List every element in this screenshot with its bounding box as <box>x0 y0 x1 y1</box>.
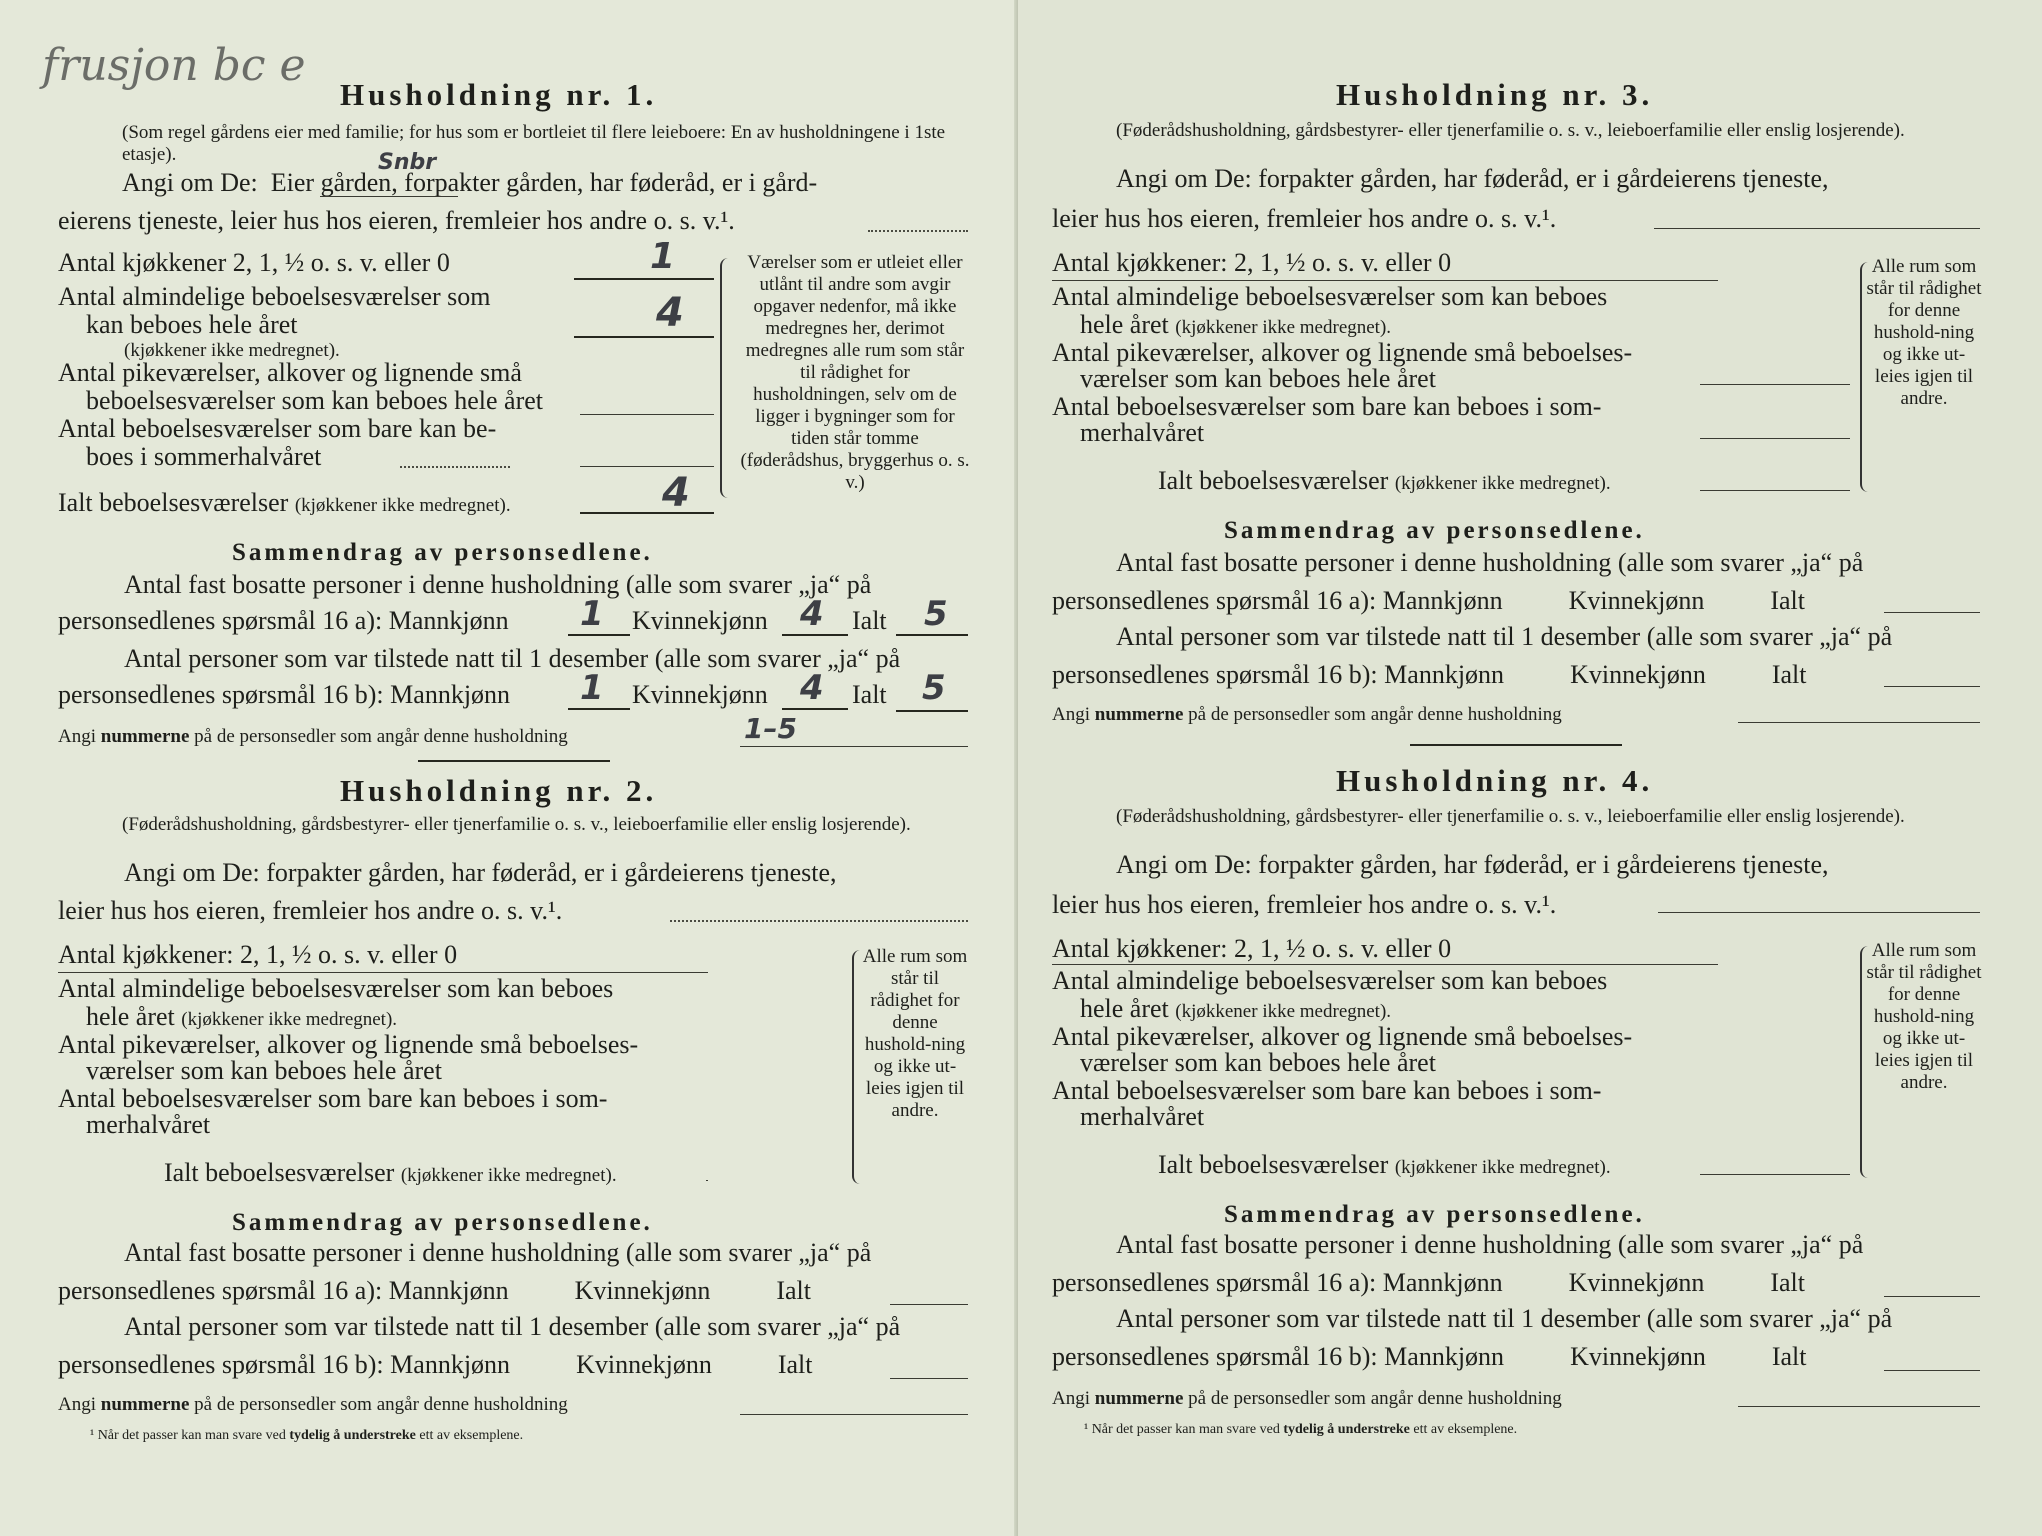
h2-summer-rooms-label: Antal beboelsesværelser som bare kan beboes i som- <box>58 1084 608 1113</box>
h4-rooms-label2: hele året (kjøkkener ikke medregnet). <box>1080 994 1392 1023</box>
h2-summary-q1: Antal fast bosatte personer i denne husholdning (alle som svarer „ja“ på <box>124 1238 872 1267</box>
h1-a-total-value: 5 <box>924 594 948 634</box>
h1-a-female-value: 4 <box>800 594 824 634</box>
h2-small-rooms-label: Antal pikeværelser, alkover og lignende små beboelses- <box>58 1030 639 1059</box>
h2-numbers-label: Angi nummerne på de personsedler som angår denne husholdning <box>58 1394 568 1415</box>
handwritten-owner-mark: Snbr <box>378 150 437 175</box>
rule <box>1658 912 1980 913</box>
rule <box>568 634 630 636</box>
household-2-subtitle: (Føderådshusholdning, gårdsbestyrer- eller tjenerfamilie o. s. v., leieboerfamilie eller enslig losjerende). <box>122 814 911 835</box>
h4-rooms-label: Antal almindelige beboelsesværelser som kan beboes <box>1052 966 1608 995</box>
section-divider <box>1410 744 1622 746</box>
household-2-question: Angi om De: forpakter gården, har føderåd, er i gårdeierens tjeneste, <box>124 858 837 887</box>
rule <box>580 414 714 415</box>
rule <box>782 708 848 710</box>
pencil-annotation: frusjon bc e <box>42 40 306 91</box>
h4-summary-title: Sammendrag av personsedlene. <box>1224 1201 1645 1228</box>
h1-b-total-value: 5 <box>922 668 946 708</box>
h4-summary-q2: Antal personer som var tilstede natt til 1 desember (alle som svarer „ja“ på <box>1116 1304 1893 1333</box>
rule <box>896 710 968 712</box>
household-4-question-cont: leier hus hos eieren, fremleier hos andre o. s. v.¹. <box>1052 890 1557 919</box>
h1-rooms-label3: (kjøkkener ikke medregnet). <box>124 340 340 361</box>
h4-small-rooms-label: Antal pikeværelser, alkover og lignende små beboelses- <box>1052 1022 1633 1051</box>
h3-summer-rooms-label: Antal beboelsesværelser som bare kan beboes i som- <box>1052 392 1602 421</box>
h2-small-rooms-label2: værelser som kan beboes hele året <box>86 1056 442 1085</box>
household-1-question-cont: eierens tjeneste, leier hus hos eieren, fremleier hos andre o. s. v.¹. <box>58 206 735 235</box>
household-4-subtitle: (Føderådshusholdning, gårdsbestyrer- eller tjenerfamilie o. s. v., leieboerfamilie eller enslig losjerende). <box>1116 806 1905 827</box>
h3-note: Alle rum som står til rådighet for denne hushold-ning og ikke ut-leies igjen til andre. <box>1866 256 1982 409</box>
household-3-subtitle: (Føderådshusholdning, gårdsbestyrer- eller tjenerfamilie o. s. v., leieboerfamilie eller enslig losjerende). <box>1116 120 1905 141</box>
h1-summary-q1-row: personsedlenes spørsmål 16 a): Mannkjønn <box>58 606 509 635</box>
h1-note: Værelser som er utleiet eller utlånt til andre som avgir opgaver nedenfor, må ikke medregnes her, derimot medregnes alle rum som står til rådighet for husholdningen, selv om de ligger i bygninger som for tiden står tomme (føderådshus, bryggerhus o. s. v.) <box>740 252 970 493</box>
h1-summer-rooms-label: Antal beboelsesværelser som bare kan be- <box>58 414 497 443</box>
household-2-title: Husholdning nr. 2. <box>340 773 658 808</box>
right-page <box>1018 0 2042 1536</box>
h2-summary-title: Sammendrag av personsedlene. <box>232 1209 653 1236</box>
rule <box>890 1378 968 1379</box>
household-3-title: Husholdning nr. 3. <box>1336 77 1654 112</box>
h3-numbers-label: Angi nummerne på de personsedler som angår denne husholdning <box>1052 704 1562 725</box>
h2-summer-rooms-label2: merhalvåret <box>86 1110 211 1139</box>
rule <box>58 972 708 973</box>
h3-summary-q1: Antal fast bosatte personer i denne husholdning (alle som svarer „ja“ på <box>1116 548 1864 577</box>
h1-b-female-value: 4 <box>800 668 824 708</box>
footnote: ¹ Når det passer kan man svare ved tydelig å understreke ett av eksemplene. <box>90 1428 524 1443</box>
household-2-question-cont: leier hus hos eieren, fremleier hos andre o. s. v.¹. <box>58 896 563 925</box>
h2-total-rooms-label: Ialt beboelsesværelser (kjøkkener ikke medregnet). <box>164 1158 617 1187</box>
h1-small-rooms-label: Antal pikeværelser, alkover og lignende små <box>58 358 522 387</box>
rule <box>580 512 714 514</box>
h4-small-rooms-label2: værelser som kan beboes hele året <box>1080 1048 1436 1077</box>
h4-note: Alle rum som står til rådighet for denne hushold-ning og ikke ut-leies igjen til andre. <box>1866 940 1982 1093</box>
rule <box>896 634 968 636</box>
rule <box>890 1304 968 1305</box>
h4-summer-rooms-label: Antal beboelsesværelser som bare kan beboes i som- <box>1052 1076 1602 1105</box>
household-3-question: Angi om De: forpakter gården, har føderåd, er i gårdeierens tjeneste, <box>1116 164 1829 193</box>
h1-rooms-label: Antal almindelige beboelsesværelser som <box>58 282 491 311</box>
h1-summer-rooms-label2: boes i sommerhalvåret <box>86 442 322 471</box>
left-page <box>0 0 1018 1536</box>
rule <box>574 336 714 338</box>
rule <box>568 708 630 710</box>
h3-summer-rooms-label2: merhalvåret <box>1080 418 1205 447</box>
h1-rooms-value: 4 <box>656 290 684 336</box>
dots <box>670 920 968 922</box>
h1-a-total-label: Ialt <box>852 606 887 635</box>
h3-total-rooms-label: Ialt beboelsesværelser (kjøkkener ikke medregnet). <box>1158 466 1611 495</box>
h1-numbers-value: 1–5 <box>744 712 797 745</box>
h4-kitchens-label: Antal kjøkkener: 2, 1, ½ o. s. v. eller 0 <box>1052 934 1452 963</box>
rule <box>1700 438 1850 439</box>
h4-summary-q1-row: personsedlenes spørsmål 16 a): Mannkjønn Kvinnekjønn Ialt <box>1052 1268 1806 1297</box>
h3-small-rooms-label: Antal pikeværelser, alkover og lignende små beboelses- <box>1052 338 1633 367</box>
h4-summer-rooms-label2: merhalvåret <box>1080 1102 1205 1131</box>
household-1-title: Husholdning nr. 1. <box>340 77 658 112</box>
h2-summary-q2-row: personsedlenes spørsmål 16 b): Mannkjønn Kvinnekjønn Ialt <box>58 1350 813 1379</box>
h1-summary-q1: Antal fast bosatte personer i denne husholdning (alle som svarer „ja“ på <box>124 570 872 599</box>
rule <box>1884 1370 1980 1371</box>
rule <box>580 466 714 467</box>
h2-summary-q1-row: personsedlenes spørsmål 16 a): Mannkjønn Kvinnekjønn Ialt <box>58 1276 812 1305</box>
section-divider <box>418 760 610 762</box>
h4-numbers-label: Angi nummerne på de personsedler som angår denne husholdning <box>1052 1388 1562 1409</box>
h3-small-rooms-label2: værelser som kan beboes hele året <box>1080 364 1436 393</box>
h3-summary-title: Sammendrag av personsedlene. <box>1224 517 1645 544</box>
h1-b-total-label: Ialt <box>852 680 887 709</box>
h3-rooms-label: Antal almindelige beboelsesværelser som kan beboes <box>1052 282 1608 311</box>
h1-total-rooms-label: Ialt beboelsesværelser (kjøkkener ikke medregnet). <box>58 488 511 517</box>
rule <box>1700 1174 1850 1175</box>
h4-summary-q2-row: personsedlenes spørsmål 16 b): Mannkjønn Kvinnekjønn Ialt <box>1052 1342 1807 1371</box>
h1-numbers-label: Angi nummerne på de personsedler som angår denne husholdning <box>58 726 568 747</box>
rule <box>1884 686 1980 687</box>
rule <box>1700 384 1850 385</box>
rule <box>1052 280 1718 281</box>
brace <box>720 258 736 498</box>
h3-kitchens-label: Antal kjøkkener: 2, 1, ½ o. s. v. eller 0 <box>1052 248 1452 277</box>
h2-summary-q2: Antal personer som var tilstede natt til 1 desember (alle som svarer „ja“ på <box>124 1312 901 1341</box>
h4-summary-q1: Antal fast bosatte personer i denne husholdning (alle som svarer „ja“ på <box>1116 1230 1864 1259</box>
footnote: ¹ Når det passer kan man svare ved tydelig å understreke ett av eksemplene. <box>1084 1422 1518 1437</box>
rule <box>740 1414 968 1415</box>
rule <box>706 1180 708 1181</box>
h3-summary-q1-row: personsedlenes spørsmål 16 a): Mannkjønn Kvinnekjønn Ialt <box>1052 586 1806 615</box>
h2-rooms-label2: hele året (kjøkkener ikke medregnet). <box>86 1002 398 1031</box>
h2-kitchens-label: Antal kjøkkener: 2, 1, ½ o. s. v. eller 0 <box>58 940 458 969</box>
h3-summary-q2-row: personsedlenes spørsmål 16 b): Mannkjønn Kvinnekjønn Ialt <box>1052 660 1807 689</box>
rule <box>1738 1406 1980 1407</box>
h1-small-rooms-label2: beboelsesværelser som kan beboes hele året <box>86 386 544 415</box>
rule <box>740 746 968 747</box>
rule <box>1654 228 1980 229</box>
h1-summary-q2-row: personsedlenes spørsmål 16 b): Mannkjønn <box>58 680 511 709</box>
h1-total-rooms-value: 4 <box>662 470 690 516</box>
h1-rooms-label2: kan beboes hele året <box>86 310 298 339</box>
rule <box>1738 722 1980 723</box>
rule <box>1884 612 1980 613</box>
h1-b-female-label: Kvinnekjønn <box>632 680 768 709</box>
underline-eier <box>320 196 458 197</box>
dots <box>400 466 510 468</box>
h1-a-female-label: Kvinnekjønn <box>632 606 768 635</box>
h1-kitchens-value: 1 <box>650 236 676 277</box>
h3-rooms-label2: hele året (kjøkkener ikke medregnet). <box>1080 310 1392 339</box>
rule <box>1700 490 1850 491</box>
household-1-question: Angi om De: Eier gården, forpakter gården, har føderåd, er i gård- <box>122 168 818 197</box>
household-4-question: Angi om De: forpakter gården, har føderåd, er i gårdeierens tjeneste, <box>1116 850 1829 879</box>
rule <box>574 278 714 280</box>
household-1-subtitle: (Som regel gårdens eier med familie; for hus som er bortleiet til flere leieboere: En av husholdningene i 1ste etasje). <box>122 122 946 165</box>
h1-b-male-value: 1 <box>580 668 604 708</box>
h4-total-rooms-label: Ialt beboelsesværelser (kjøkkener ikke medregnet). <box>1158 1150 1611 1179</box>
h2-rooms-label: Antal almindelige beboelsesværelser som kan beboes <box>58 974 614 1003</box>
household-4-title: Husholdning nr. 4. <box>1336 763 1654 798</box>
dots <box>868 230 968 232</box>
h1-a-male-value: 1 <box>580 594 604 634</box>
h1-summary-title: Sammendrag av personsedlene. <box>232 539 653 566</box>
household-3-question-cont: leier hus hos eieren, fremleier hos andre o. s. v.¹. <box>1052 204 1557 233</box>
h2-note: Alle rum som står til rådighet for denne hushold-ning og ikke ut-leies igjen til andre. <box>862 946 968 1121</box>
rule <box>782 634 848 636</box>
rule <box>1052 964 1718 965</box>
rule <box>1884 1296 1980 1297</box>
h1-summary-q2: Antal personer som var tilstede natt til 1 desember (alle som svarer „ja“ på <box>124 644 901 673</box>
h3-summary-q2: Antal personer som var tilstede natt til 1 desember (alle som svarer „ja“ på <box>1116 622 1893 651</box>
h1-kitchens-label: Antal kjøkkener 2, 1, ½ o. s. v. eller 0 <box>58 248 450 277</box>
